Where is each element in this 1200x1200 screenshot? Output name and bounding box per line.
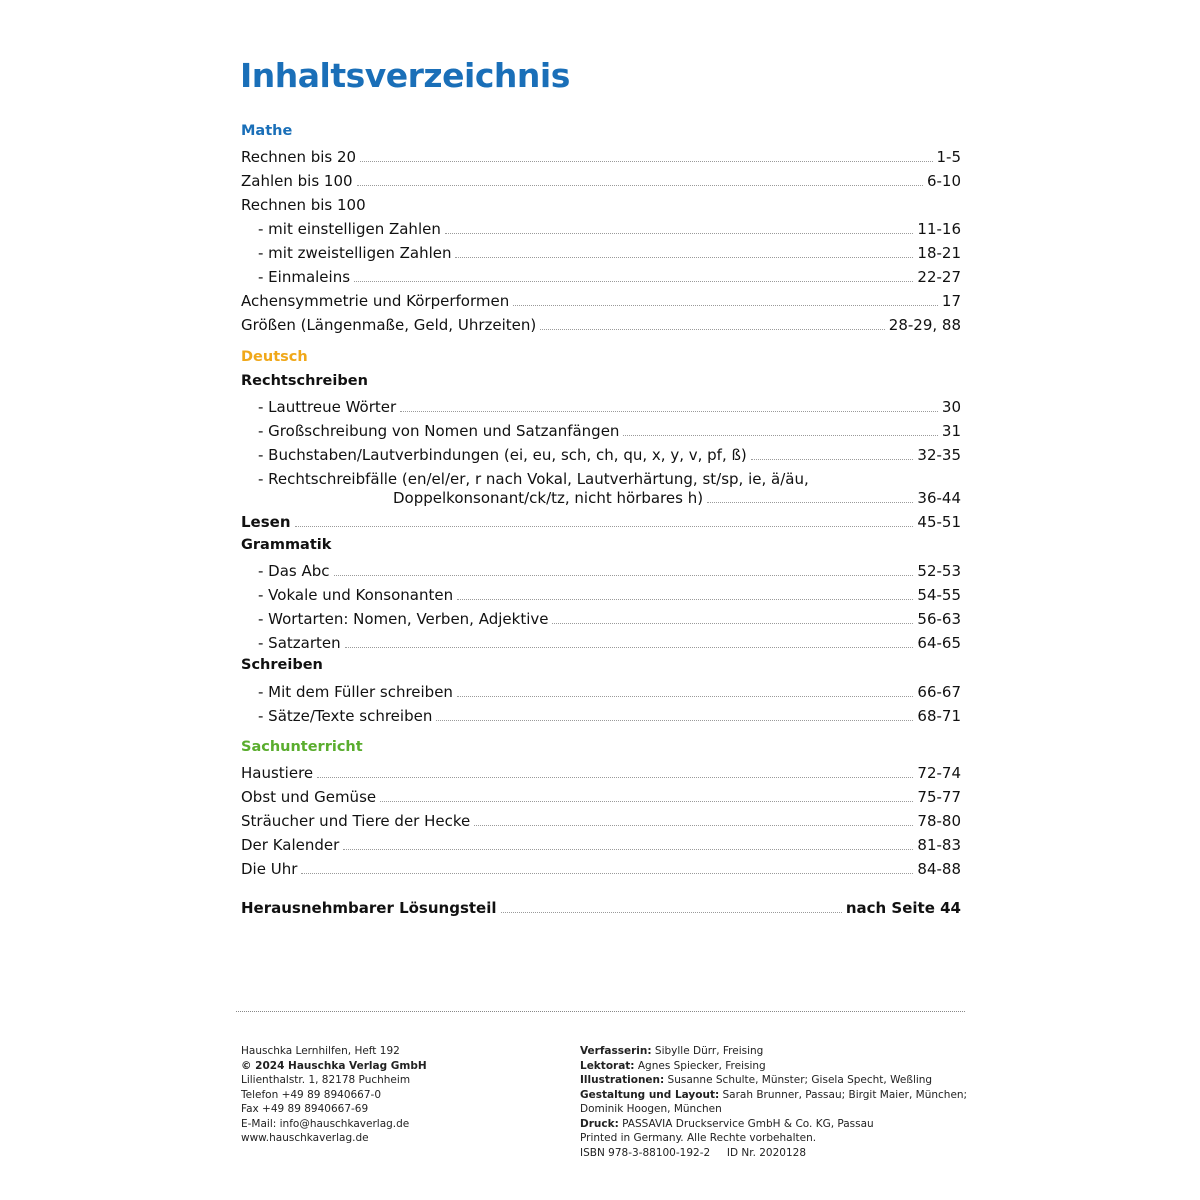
toc-entry-page: nach Seite 44: [845, 899, 961, 917]
toc-entry-label: - Satzarten: [258, 634, 341, 652]
credit-line: Dominik Hoogen, München: [580, 1103, 722, 1115]
dot-leader: [457, 696, 913, 697]
toc-entry-page: 32-35: [917, 446, 961, 464]
dot-leader: [345, 647, 914, 648]
toc-entry: [241, 418, 961, 440]
credit-value: Susanne Schulte, Münster; Gisela Specht, Weßling: [664, 1074, 933, 1086]
toc-entry-label: Rechnen bis 20: [241, 148, 357, 166]
imprint-fax: Fax +49 89 8940667-69: [241, 1103, 369, 1115]
toc-entry-label: - Großschreibung von Nomen und Satzanfängen: [258, 422, 620, 440]
imprint-publisher: [241, 1044, 427, 1146]
dot-leader: [707, 502, 913, 503]
toc-entry: [241, 558, 961, 580]
credit-label: Druck:: [580, 1117, 619, 1130]
dot-leader: [513, 305, 938, 306]
subsection-heading-rechtschreiben: Rechtschreiben: [241, 373, 368, 389]
toc-entry-page: 66-67: [917, 683, 961, 701]
toc-entry: [241, 485, 961, 507]
toc-entry: [241, 288, 961, 310]
toc-entry-page: 64-65: [917, 634, 961, 652]
toc-entry-page: 6-10: [926, 172, 961, 190]
toc-entry: [241, 856, 961, 878]
toc-entry: [241, 832, 961, 854]
dot-leader: [357, 185, 923, 186]
toc-entry: [241, 240, 961, 262]
credit-value: Sarah Brunner, Passau; Birgit Maier, München;: [719, 1088, 968, 1101]
dot-leader: [343, 849, 913, 850]
toc-entry-page: 31: [941, 422, 961, 440]
section-heading-sachunterricht: Sachunterricht: [241, 739, 363, 755]
credit-label: Lektorat:: [580, 1059, 635, 1072]
dot-leader: [380, 801, 913, 802]
credit-value: PASSAVIA Druckservice GmbH & Co. KG, Passau: [618, 1117, 874, 1130]
subsection-heading-grammatik: Grammatik: [241, 537, 332, 553]
toc-entry-page: 81-83: [917, 836, 961, 854]
isbn-line: ISBN 978-3-88100-192-2 ID Nr. 2020128: [580, 1146, 807, 1159]
dot-leader: [457, 599, 913, 600]
toc-entry: [241, 582, 961, 604]
toc-entry: [241, 808, 961, 830]
toc-entry-label: - mit zweistelligen Zahlen: [258, 244, 452, 262]
section-heading-mathe: Mathe: [241, 123, 293, 139]
toc-entry-label: Sträucher und Tiere der Hecke: [241, 812, 471, 830]
toc-entry-label: - Einmaleins: [258, 268, 351, 286]
toc-entry: [241, 144, 961, 166]
toc-entry-label: Der Kalender: [241, 836, 340, 854]
toc-entry-label: - Sätze/Texte schreiben: [258, 707, 433, 725]
toc-entry-label: Zahlen bis 100: [241, 172, 353, 190]
credit-value: Sibylle Dürr, Freising: [651, 1045, 764, 1057]
toc-entry-page: 52-53: [917, 562, 961, 580]
toc-entry-label: Lesen: [241, 513, 291, 531]
dot-leader: [334, 575, 914, 576]
dot-leader: [354, 281, 913, 282]
dot-leader: [360, 161, 932, 162]
rights-notice: Printed in Germany. Alle Rechte vorbehalten.: [580, 1132, 817, 1144]
toc-entry: [241, 630, 961, 652]
toc-entry-page: 56-63: [917, 610, 961, 628]
credit-label: Gestaltung und Layout:: [580, 1088, 720, 1101]
toc-entry-label: - Wortarten: Nomen, Verben, Adjektive: [258, 610, 549, 628]
toc-entry-page: 84-88: [917, 860, 961, 878]
toc-entry-loesungsteil: [241, 895, 961, 917]
toc-entry: [241, 784, 961, 806]
section-heading-deutsch: Deutsch: [241, 349, 308, 365]
toc-entry-page: 18-21: [917, 244, 961, 262]
toc-entry: [241, 679, 961, 701]
toc-entry: [241, 606, 961, 628]
imprint-copyright: © 2024 Hauschka Verlag GmbH: [241, 1059, 427, 1072]
dot-leader: [751, 459, 914, 460]
credit-line: [580, 1088, 967, 1103]
page-title: Inhaltsverzeichnis: [240, 56, 570, 95]
credit-label: Illustrationen:: [580, 1074, 665, 1086]
toc-entry: [241, 703, 961, 725]
credit-line: [580, 1117, 967, 1132]
toc-entry-label: - Mit dem Füller schreiben: [258, 683, 453, 701]
toc-entry-label: Obst und Gemüse: [241, 788, 377, 806]
toc-entry-label: Rechnen bis 100: [241, 196, 366, 214]
toc-entry-label: - mit einstelligen Zahlen: [258, 220, 441, 238]
toc-entry-page: 36-44: [917, 489, 961, 507]
toc-entry-page: 75-77: [917, 788, 961, 806]
toc-entry-page: 54-55: [917, 586, 961, 604]
imprint-website: www.hauschkaverlag.de: [241, 1132, 369, 1144]
dot-leader: [301, 873, 913, 874]
imprint-credits: [580, 1044, 967, 1160]
toc-entry-page: 30: [941, 398, 961, 416]
toc-entry-label: Achensymmetrie und Körperformen: [241, 292, 510, 310]
toc-entry: [241, 509, 961, 531]
dot-leader: [540, 329, 885, 330]
toc-entry-page: 11-16: [917, 220, 961, 238]
toc-entry: [241, 312, 961, 334]
dot-leader: [455, 257, 913, 258]
imprint-address: Lilienthalstr. 1, 82178 Puchheim: [241, 1074, 411, 1086]
toc-entry-label-continued: Doppelkonsonant/ck/tz, nicht hörbares h): [393, 489, 704, 507]
toc-entry-label: Größen (Längenmaße, Geld, Uhrzeiten): [241, 316, 537, 334]
credit-line: [580, 1073, 967, 1088]
toc-entry: [241, 264, 961, 286]
toc-entry-label: Herausnehmbarer Lösungsteil: [241, 899, 497, 917]
toc-entry-label: - Das Abc: [258, 562, 330, 580]
toc-entry-label: - Lauttreue Wörter: [258, 398, 397, 416]
imprint-series: Hauschka Lernhilfen, Heft 192: [241, 1045, 400, 1057]
dot-leader: [623, 435, 937, 436]
toc-entry: [241, 216, 961, 238]
toc-entry-page: 17: [941, 292, 961, 310]
dot-leader: [552, 623, 913, 624]
dot-leader: [445, 233, 914, 234]
credit-line: [580, 1044, 967, 1059]
toc-entry-label: Haustiere: [241, 764, 314, 782]
toc-group-label: [241, 192, 961, 214]
dot-leader: [436, 720, 913, 721]
toc-entry: [241, 168, 961, 190]
dot-leader: [295, 526, 914, 527]
credit-line: [580, 1059, 967, 1074]
dot-leader: [474, 825, 913, 826]
dot-leader: [317, 777, 913, 778]
toc-entry-page: 28-29, 88: [888, 316, 961, 334]
dot-leader: [501, 912, 842, 913]
toc-entry-label: - Buchstaben/Lautverbindungen (ei, eu, sch, ch, qu, x, y, v, pf, ß): [258, 446, 747, 464]
toc-entry-label: - Vokale und Konsonanten: [258, 586, 454, 604]
toc-entry-page: 72-74: [917, 764, 961, 782]
toc-entry-page: 68-71: [917, 707, 961, 725]
toc-entry-page: 22-27: [917, 268, 961, 286]
toc-entry-page: 45-51: [917, 513, 961, 531]
credit-value: Agnes Spiecker, Freising: [634, 1059, 766, 1072]
toc-entry-label: Die Uhr: [241, 860, 298, 878]
toc-entry: [241, 760, 961, 782]
toc-entry-label: - Rechtschreibfälle (en/el/er, r nach Vokal, Lautverhärtung, st/sp, ie, ä/äu,: [258, 470, 809, 488]
imprint-phone: Telefon +49 89 8940667-0: [241, 1088, 382, 1101]
credit-label: Verfasserin:: [580, 1045, 652, 1057]
toc-entry: [241, 394, 961, 416]
toc-entry-page: 1-5: [936, 148, 961, 166]
subsection-heading-schreiben: Schreiben: [241, 657, 323, 673]
footer-divider: [236, 1011, 965, 1012]
toc-entry-page: 78-80: [917, 812, 961, 830]
dot-leader: [400, 411, 938, 412]
imprint-email: E-Mail: info@hauschkaverlag.de: [241, 1117, 410, 1130]
toc-entry: [241, 442, 961, 464]
